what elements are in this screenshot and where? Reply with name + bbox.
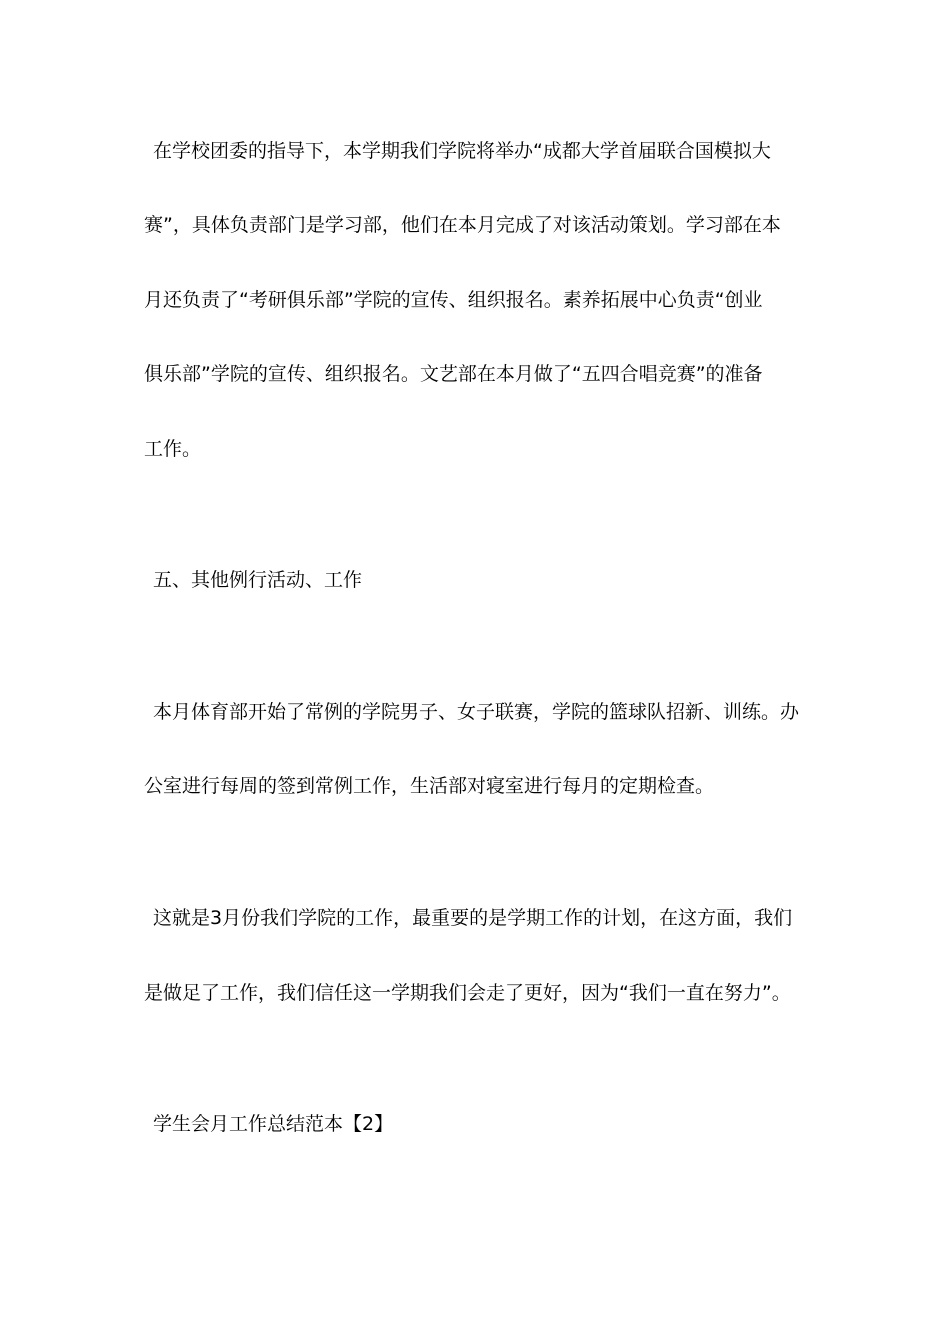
paragraph-line: 公室进行每周的签到常例工作，生活部对寝室进行每月的定期检查。 xyxy=(144,775,715,797)
paragraph-line: 这就是3月份我们学院的工作，最重要的是学期工作的计划，在这方面，我们 xyxy=(153,907,793,929)
section-heading: 学生会月工作总结范本【2】 xyxy=(153,1113,394,1135)
paragraph-line: 工作。 xyxy=(144,438,202,460)
paragraph-line: 赛”，具体负责部门是学习部，他们在本月完成了对该活动策划。学习部在本 xyxy=(144,214,781,236)
paragraph-line: 在学校团委的指导下，本学期我们学院将举办“成都大学首届联合国模拟大 xyxy=(153,140,771,162)
paragraph-line: 本月体育部开始了常例的学院男子、女子联赛，学院的篮球队招新、训练。办 xyxy=(153,701,800,723)
paragraph-line: 是做足了工作，我们信任这一学期我们会走了更好，因为“我们一直在努力”。 xyxy=(144,982,791,1004)
paragraph-line: 月还负责了“考研俱乐部”学院的宣传、组织报名。素养拓展中心负责“创业 xyxy=(144,289,763,311)
paragraph-line: 俱乐部”学院的宣传、组织报名。文艺部在本月做了“五四合唱竞赛”的准备 xyxy=(144,363,763,385)
section-heading: 五、其他例行活动、工作 xyxy=(153,569,363,591)
